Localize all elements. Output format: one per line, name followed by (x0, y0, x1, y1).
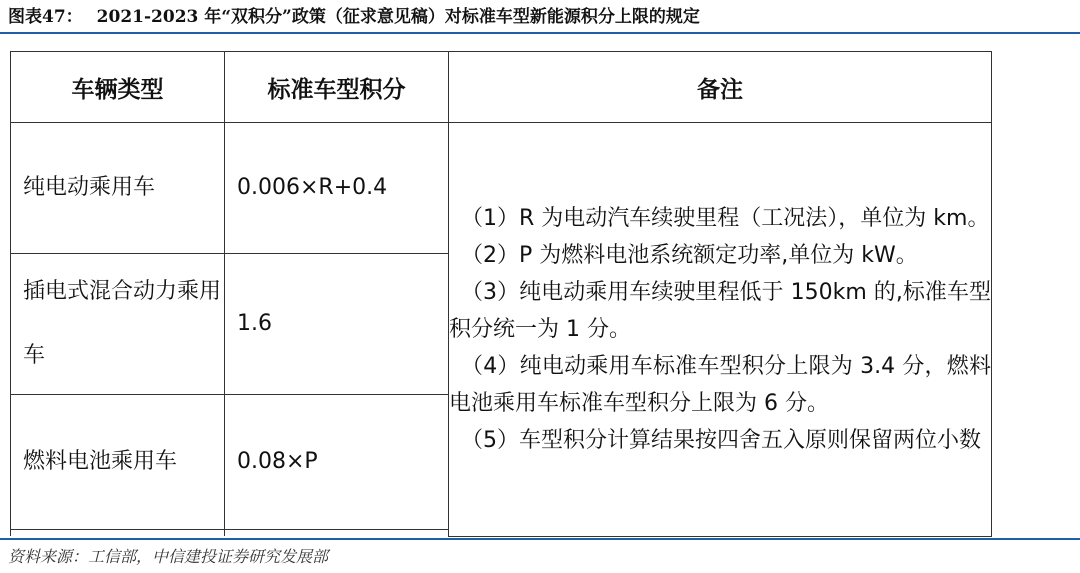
cell-vehicle-type: 燃料电池乘用车 (11, 395, 225, 530)
title-rule (0, 32, 1080, 34)
note-item: （1）R 为电动汽车续驶里程（工况法），单位为 km。 (461, 205, 990, 231)
cell-score: 1.6 (225, 254, 449, 395)
figure-title (8, 6, 1068, 28)
notes-cell (449, 123, 992, 537)
header-notes: 备注 (449, 52, 992, 123)
cell-score: 0.006×R+0.4 (225, 123, 449, 254)
note-item: （4）纯电动乘用车标准车型积分上限为 3.4 分，燃料电池乘用车标准车型积分上限为 6 分。 (449, 353, 991, 416)
source-note: 资料来源：工信部，中信建投证券研究发展部 (8, 547, 329, 566)
note-item: （3）纯电动乘用车续驶里程低于 150km 的,标准车型积分统一为 1 分。 (449, 279, 991, 342)
cell-vehicle-type: 插电式混合动力乘用车 (11, 254, 225, 395)
note-item: （5）车型积分计算结果按四舍五入原则保留两位小数 (461, 427, 981, 453)
table-header-row (11, 52, 992, 123)
figure-label: 图表47： (8, 7, 83, 27)
table-row (11, 123, 992, 254)
cell-vehicle-type: 纯电动乘用车 (11, 123, 225, 254)
credit-policy-table (10, 51, 992, 537)
header-vehicle-type: 车辆类型 (11, 52, 225, 123)
figure-title-text: 2021-2023 年“双积分”政策（征求意见稿）对标准车型新能源积分上限的规定 (96, 7, 700, 27)
note-item: （2）P 为燃料电池系统额定功率,单位为 kW。 (461, 242, 918, 268)
cell-score: 0.08×P (225, 395, 449, 530)
header-standard-score: 标准车型积分 (225, 52, 449, 123)
source-rule (0, 538, 1080, 540)
